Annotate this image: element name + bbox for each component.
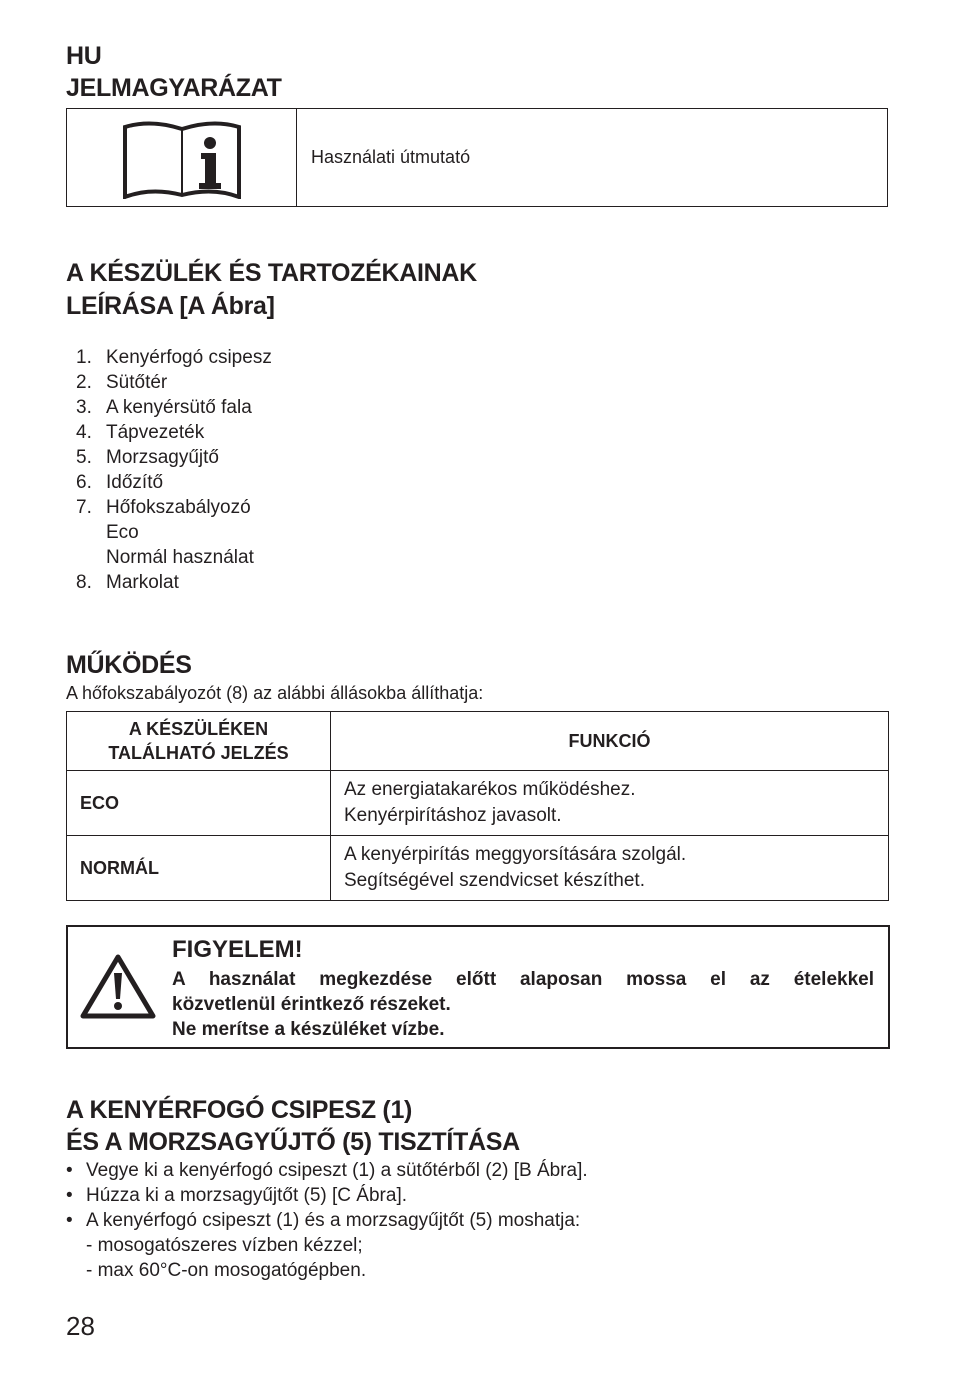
list-item: Normál használat — [106, 547, 254, 568]
page-number: 28 — [66, 1311, 95, 1341]
signal-cell: ECO — [67, 771, 331, 836]
header-signal: A KÉSZÜLÉKEN TALÁLHATÓ JELZÉS — [67, 712, 331, 771]
list-item: 6. Időzítő — [76, 472, 164, 493]
list-item: • Húzza ki a morzsagyűjtőt (5) [C Ábra]. — [66, 1185, 407, 1206]
list-item: 8. Markolat — [76, 572, 179, 593]
sub-item: - max 60°C-on mosogatógépben. — [86, 1260, 367, 1281]
list-item: 5. Morzsagyűjtő — [76, 447, 219, 468]
cleaning-title-line2: ÉS A MORZSAGYŰJTŐ (5) TISZTÍTÁSA — [66, 1128, 520, 1156]
description-title-line1: A KÉSZÜLÉK ÉS TARTOZÉKAINAK — [66, 259, 477, 287]
description-title-line2: LEÍRÁSA [A Ábra] — [66, 292, 275, 320]
cleaning-list — [66, 1158, 588, 1283]
function-cell: Az energiatakarékos működéshez. Kenyérpirításhoz javasolt. — [331, 771, 889, 836]
list-item: • A kenyérfogó csipeszt (1) és a morzsagyűjtőt (5) moshatja: — [66, 1210, 581, 1231]
list-item: 2. Sütőtér — [76, 372, 168, 393]
language-code: HU — [66, 42, 102, 70]
operation-intro: A hőfokszabályozót (8) az alábbi állásokba állíthatja: — [66, 683, 484, 703]
list-item: 3. A kenyérsütő fala — [76, 397, 252, 418]
manual-info-icon — [121, 121, 243, 199]
legend-text: Használati útmutató — [311, 147, 471, 167]
warning-text: A használat megkezdése előtt alaposan mossa el az ételekkel közvetlenül érintkező részeket. Ne merítse a készüléket vízbe. — [172, 969, 874, 1040]
signal-cell: NORMÁL — [67, 836, 331, 901]
legend-table — [66, 108, 888, 207]
legend-title: JELMAGYARÁZAT — [66, 74, 282, 102]
list-item: • Vegye ki a kenyérfogó csipeszt (1) a sütőtérből (2) [B Ábra]. — [66, 1160, 588, 1181]
table-row — [67, 836, 889, 901]
header-function: FUNKCIÓ — [331, 712, 889, 771]
function-cell: A kenyérpirítás meggyorsítására szolgál. Segítségével szendvicset készíthet. — [331, 836, 889, 901]
function-table — [66, 711, 889, 901]
legend-divider — [296, 109, 297, 206]
list-item: Eco — [106, 522, 139, 543]
warning-box — [66, 925, 890, 1049]
parts-list — [66, 345, 272, 595]
list-item: 7. Hőfokszabályozó — [76, 497, 251, 518]
table-header-row — [67, 712, 889, 771]
warning-title: FIGYELEM! — [172, 936, 303, 963]
cleaning-title-line1: A KENYÉRFOGÓ CSIPESZ (1) — [66, 1096, 413, 1124]
sub-item: - mosogatószeres vízben kézzel; — [86, 1235, 363, 1256]
warning-triangle-icon — [80, 953, 156, 1019]
table-row — [67, 771, 889, 836]
operation-title: MŰKÖDÉS — [66, 651, 192, 679]
list-item: 4. Tápvezeték — [76, 422, 205, 443]
list-item: 1. Kenyérfogó csipesz — [76, 347, 272, 368]
